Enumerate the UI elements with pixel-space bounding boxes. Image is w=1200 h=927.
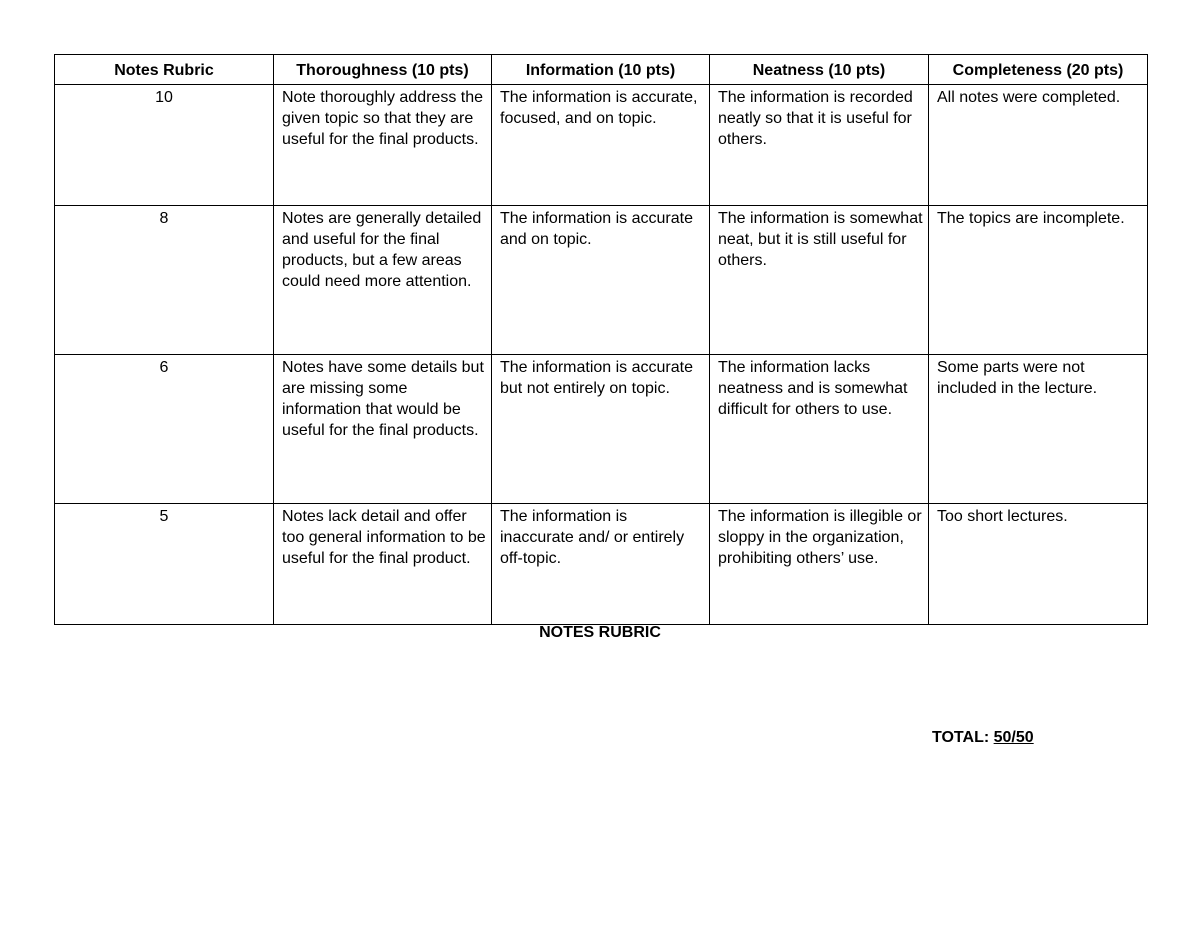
thoroughness-cell: Notes are generally detailed and useful for the final products, but a few areas could need more attention.	[274, 206, 492, 355]
thoroughness-cell: Notes have some details but are missing some information that would be useful for the final products.	[274, 355, 492, 504]
completeness-cell: Some parts were not included in the lecture.	[929, 355, 1148, 504]
neatness-cell: The information lacks neatness and is somewhat difficult for others to use.	[710, 355, 929, 504]
table-header-row	[55, 55, 1148, 85]
information-cell: The information is accurate but not entirely on topic.	[492, 355, 710, 504]
completeness-cell: Too short lectures.	[929, 504, 1148, 625]
score-cell: 8	[55, 206, 274, 355]
thoroughness-cell: Notes lack detail and offer too general information to be useful for the final product.	[274, 504, 492, 625]
score-cell: 6	[55, 355, 274, 504]
total-label: TOTAL:	[932, 729, 990, 746]
header-neatness: Neatness (10 pts)	[710, 55, 929, 85]
information-cell: The information is accurate, focused, and on topic.	[492, 85, 710, 206]
information-cell: The information is accurate and on topic.	[492, 206, 710, 355]
table-row	[55, 504, 1148, 625]
neatness-cell: The information is somewhat neat, but it is still useful for others.	[710, 206, 929, 355]
header-information: Information (10 pts)	[492, 55, 710, 85]
neatness-cell: The information is illegible or sloppy in the organization, prohibiting others’ use.	[710, 504, 929, 625]
total-value: 50/50	[993, 729, 1034, 746]
table-caption: NOTES RUBRIC	[539, 624, 661, 641]
thoroughness-cell: Note thoroughly address the given topic so that they are useful for the final products.	[274, 85, 492, 206]
information-cell: The information is inaccurate and/ or entirely off-topic.	[492, 504, 710, 625]
header-completeness: Completeness (20 pts)	[929, 55, 1148, 85]
completeness-cell: All notes were completed.	[929, 85, 1148, 206]
total-score	[932, 729, 1034, 747]
score-cell: 5	[55, 504, 274, 625]
completeness-cell: The topics are incomplete.	[929, 206, 1148, 355]
table-row	[55, 85, 1148, 206]
table-row	[55, 206, 1148, 355]
neatness-cell: The information is recorded neatly so that it is useful for others.	[710, 85, 929, 206]
header-thoroughness: Thoroughness (10 pts)	[274, 55, 492, 85]
header-notes-rubric: Notes Rubric	[55, 55, 274, 85]
notes-rubric-table	[54, 54, 1148, 625]
table-row	[55, 355, 1148, 504]
score-cell: 10	[55, 85, 274, 206]
